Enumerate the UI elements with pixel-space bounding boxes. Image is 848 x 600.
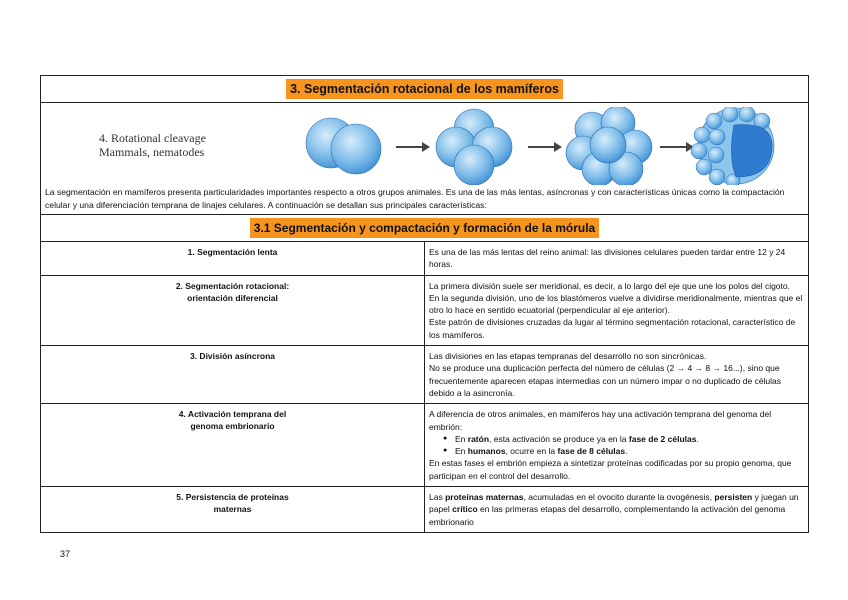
blastocyst-stage: [691, 107, 774, 185]
row-label-line: genoma embrionario: [190, 421, 275, 432]
four-cell-stage: [436, 109, 512, 185]
table-row: [41, 487, 809, 533]
content-table: [40, 75, 809, 533]
row-label: [41, 275, 425, 345]
section-title-cell: [41, 76, 809, 103]
section-title: 3. Segmentación rotacional de los mamíferos: [286, 79, 563, 99]
row-label: [41, 346, 425, 404]
table-row: [41, 404, 809, 487]
arrow-icon: [660, 142, 694, 152]
bullet-item: ● En ratón, esta activación se produce ya en la fase de 2 células.: [429, 433, 804, 445]
table-row: [41, 346, 809, 404]
row-label-line: 4. Activación temprana del: [178, 409, 287, 420]
row-label-line: orientación diferencial: [187, 292, 278, 303]
row-paragraph: Las divisiones en las etapas tempranas del desarrollo no son sincrónicas.: [429, 351, 707, 362]
bullet-item: ● En humanos, ocurre en la fase de 8 células.: [429, 445, 804, 457]
two-cell-stage: [306, 118, 381, 174]
figure-caption: [99, 131, 206, 159]
row-description: [425, 242, 809, 276]
row-label: [41, 242, 425, 276]
cleavage-stages-illustration: [296, 107, 796, 185]
row-description: [425, 346, 809, 404]
row-label: [41, 404, 425, 487]
row-description: [425, 487, 809, 533]
row-paragraph: La primera división suele ser meridional, es decir, a lo largo del eje que une los polos del cigoto.: [429, 280, 790, 291]
figure-cell: [41, 103, 809, 215]
table-row: [41, 275, 809, 345]
subsection-title: 3.1 Segmentación y compactación y formación de la mórula: [250, 218, 599, 238]
arrow-icon: [528, 142, 562, 152]
page-number: 37: [60, 549, 71, 559]
rotational-cleavage-figure: [41, 103, 808, 186]
row-label-line: 2. Segmentación rotacional:: [175, 280, 290, 291]
row-description: [425, 404, 809, 487]
row-paragraph: En estas fases el embrión empieza a sintetizar proteínas codificadas por su propio genoma, que participan en el control del desarrollo.: [429, 458, 792, 481]
row-label: [41, 487, 425, 533]
subsection-title-cell: [41, 215, 809, 242]
figure-caption-line1: 4. Rotational cleavage: [99, 131, 206, 145]
row-label-line: 5. Persistencia de proteínas: [176, 492, 289, 503]
row-paragraph: Este patrón de divisiones cruzadas da lugar al término segmentación rotacional, característico de los mamíferos.: [429, 317, 796, 340]
row-label-text: 1. Segmentación lenta: [187, 247, 278, 257]
eight-cell-stage: [566, 107, 652, 185]
intro-paragraph: La segmentación en mamíferos presenta particularidades importantes respecto a otros grupos animales. Es una de las más lentas, asíncronas y con características únicas como la compactación celular y una diferenciación temprana de linajes celulares. A continuación se detallan sus principales características:: [45, 187, 785, 210]
row-paragraph: Las proteínas maternas, acumuladas en el ovocito durante la ovogénesis, persisten y juegan un papel crítico en las primeras etapas del desarrollo, complementando la activación del genoma embrionario: [429, 492, 799, 527]
row-paragraph: A diferencia de otros animales, en mamíferos hay una activación temprana del genoma del embrión:: [429, 409, 772, 432]
figure-caption-line2: Mammals, nematodes: [99, 145, 205, 159]
table-row: [41, 242, 809, 276]
row-paragraph: En la segunda división, uno de los blastómeros vuelve a dividirse meridionalmente, mientras que el otro lo hace en sentido ecuatorial (perpendicular al eje anterior).: [429, 292, 803, 316]
row-paragraph: Es una de las más lentas del reino animal: las divisiones celulares pueden tardar entre 12 y 24 horas.: [429, 247, 786, 270]
arrow-icon: [396, 142, 430, 152]
row-label-text: 3. División asíncrona: [189, 351, 276, 362]
row-label-line: maternas: [213, 504, 252, 515]
row-description: [425, 275, 809, 345]
row-paragraph: No se produce una duplicación perfecta del número de células (2 → 4 → 8 → 16...), sino que frecuentemente aparecen etapas intermedias con un número impar o no duplicado de células debido a la asincronía.: [429, 363, 782, 398]
